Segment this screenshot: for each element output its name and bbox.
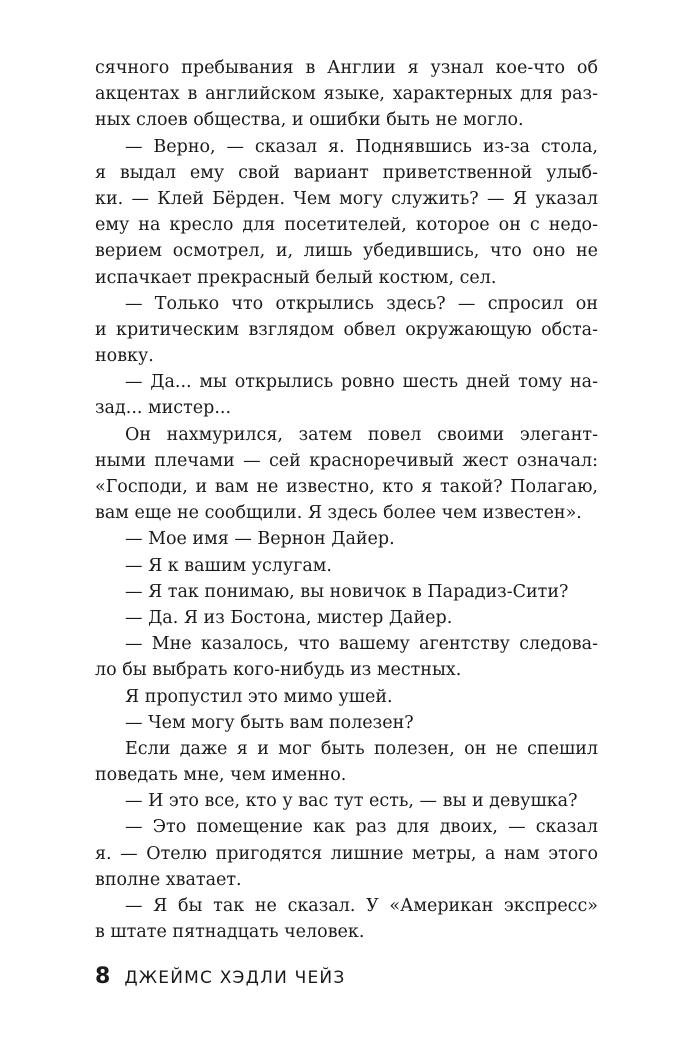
text-line: Если даже я и мог быть полезен, он не спешил [125,738,598,759]
text-line: — Я так понимаю, вы новичок в Парадиз-Сити? [125,581,569,602]
text-line: поведать мне, чем именно. [95,765,347,786]
text-line: — И это все, кто у вас тут есть, — вы и девушка? [125,791,578,812]
text-line: новку. [95,346,154,367]
text-line: верием осмотрел, и, лишь убедившись, что оно не [95,241,598,262]
text-line: сячного пребывания в Англии я узнал кое-что об [95,58,598,78]
text-line: — Да. Я из Бостона, мистер Дайер. [125,607,453,628]
text-line: — Верно, — сказал я. Поднявшись из-за стола, [125,136,598,157]
text-line: — Я к вашим услугам. [125,555,332,576]
text-line: «Господи, и вам не известно, кто я такой? Полагаю, [95,477,598,497]
text-line: ных слоев общества, и ошибки быть не могло. [95,110,524,131]
book-page-body [95,55,598,945]
text-line: вам еще не сообщили. Я здесь более чем известен». [95,503,582,524]
text-line: акцентах в английском языке, характерных для раз- [95,84,598,105]
text-line: — Только что открылись здесь? — спросил он [125,293,598,314]
page-footer [95,964,345,989]
text-line: — Я бы так не сказал. У «Американ экспресс» [125,896,598,916]
text-line: в штате пятнадцать человек. [95,922,365,943]
text-line: Я пропустил это мимо ушей. [125,686,393,707]
text-line: ки. — Клей Бёрден. Чем могу служить? — Я указал [95,188,598,209]
text-line: ему на кресло для посетителей, которое он с недо- [95,215,598,236]
text-line: — Мое имя — Вернон Дайер. [125,529,395,550]
running-title: ДЖЕЙМС ХЭДЛИ ЧЕЙЗ [124,968,346,988]
text-line: я выдал ему свой вариант приветственной улыб- [95,162,598,183]
text-line: я. — Отелю пригодятся лишние метры, а нам этого [95,843,598,864]
page-number: 8 [95,964,111,989]
text-line: и критическим взглядом обвел окружающую обста- [95,319,598,340]
text-line: ными плечами — сей красноречивый жест означал: [95,450,598,471]
text-line: — Мне казалось, что вашему агентству следова- [125,634,598,655]
text-line: вполне хватает. [95,869,242,890]
text-line: — Это помещение как раз для двоих, — сказал [125,817,598,838]
text-line: Он нахмурился, затем повел своими элегант- [125,424,598,445]
text-line: зад... мистер... [95,398,232,419]
text-line: — Чем могу быть вам полезен? [125,712,414,733]
text-line: испачкает прекрасный белый костюм, сел. [95,267,497,288]
text-line: — Да... мы открылись ровно шесть дней тому на- [125,372,598,393]
text-line: ло бы выбрать кого-нибудь из местных. [95,660,462,681]
